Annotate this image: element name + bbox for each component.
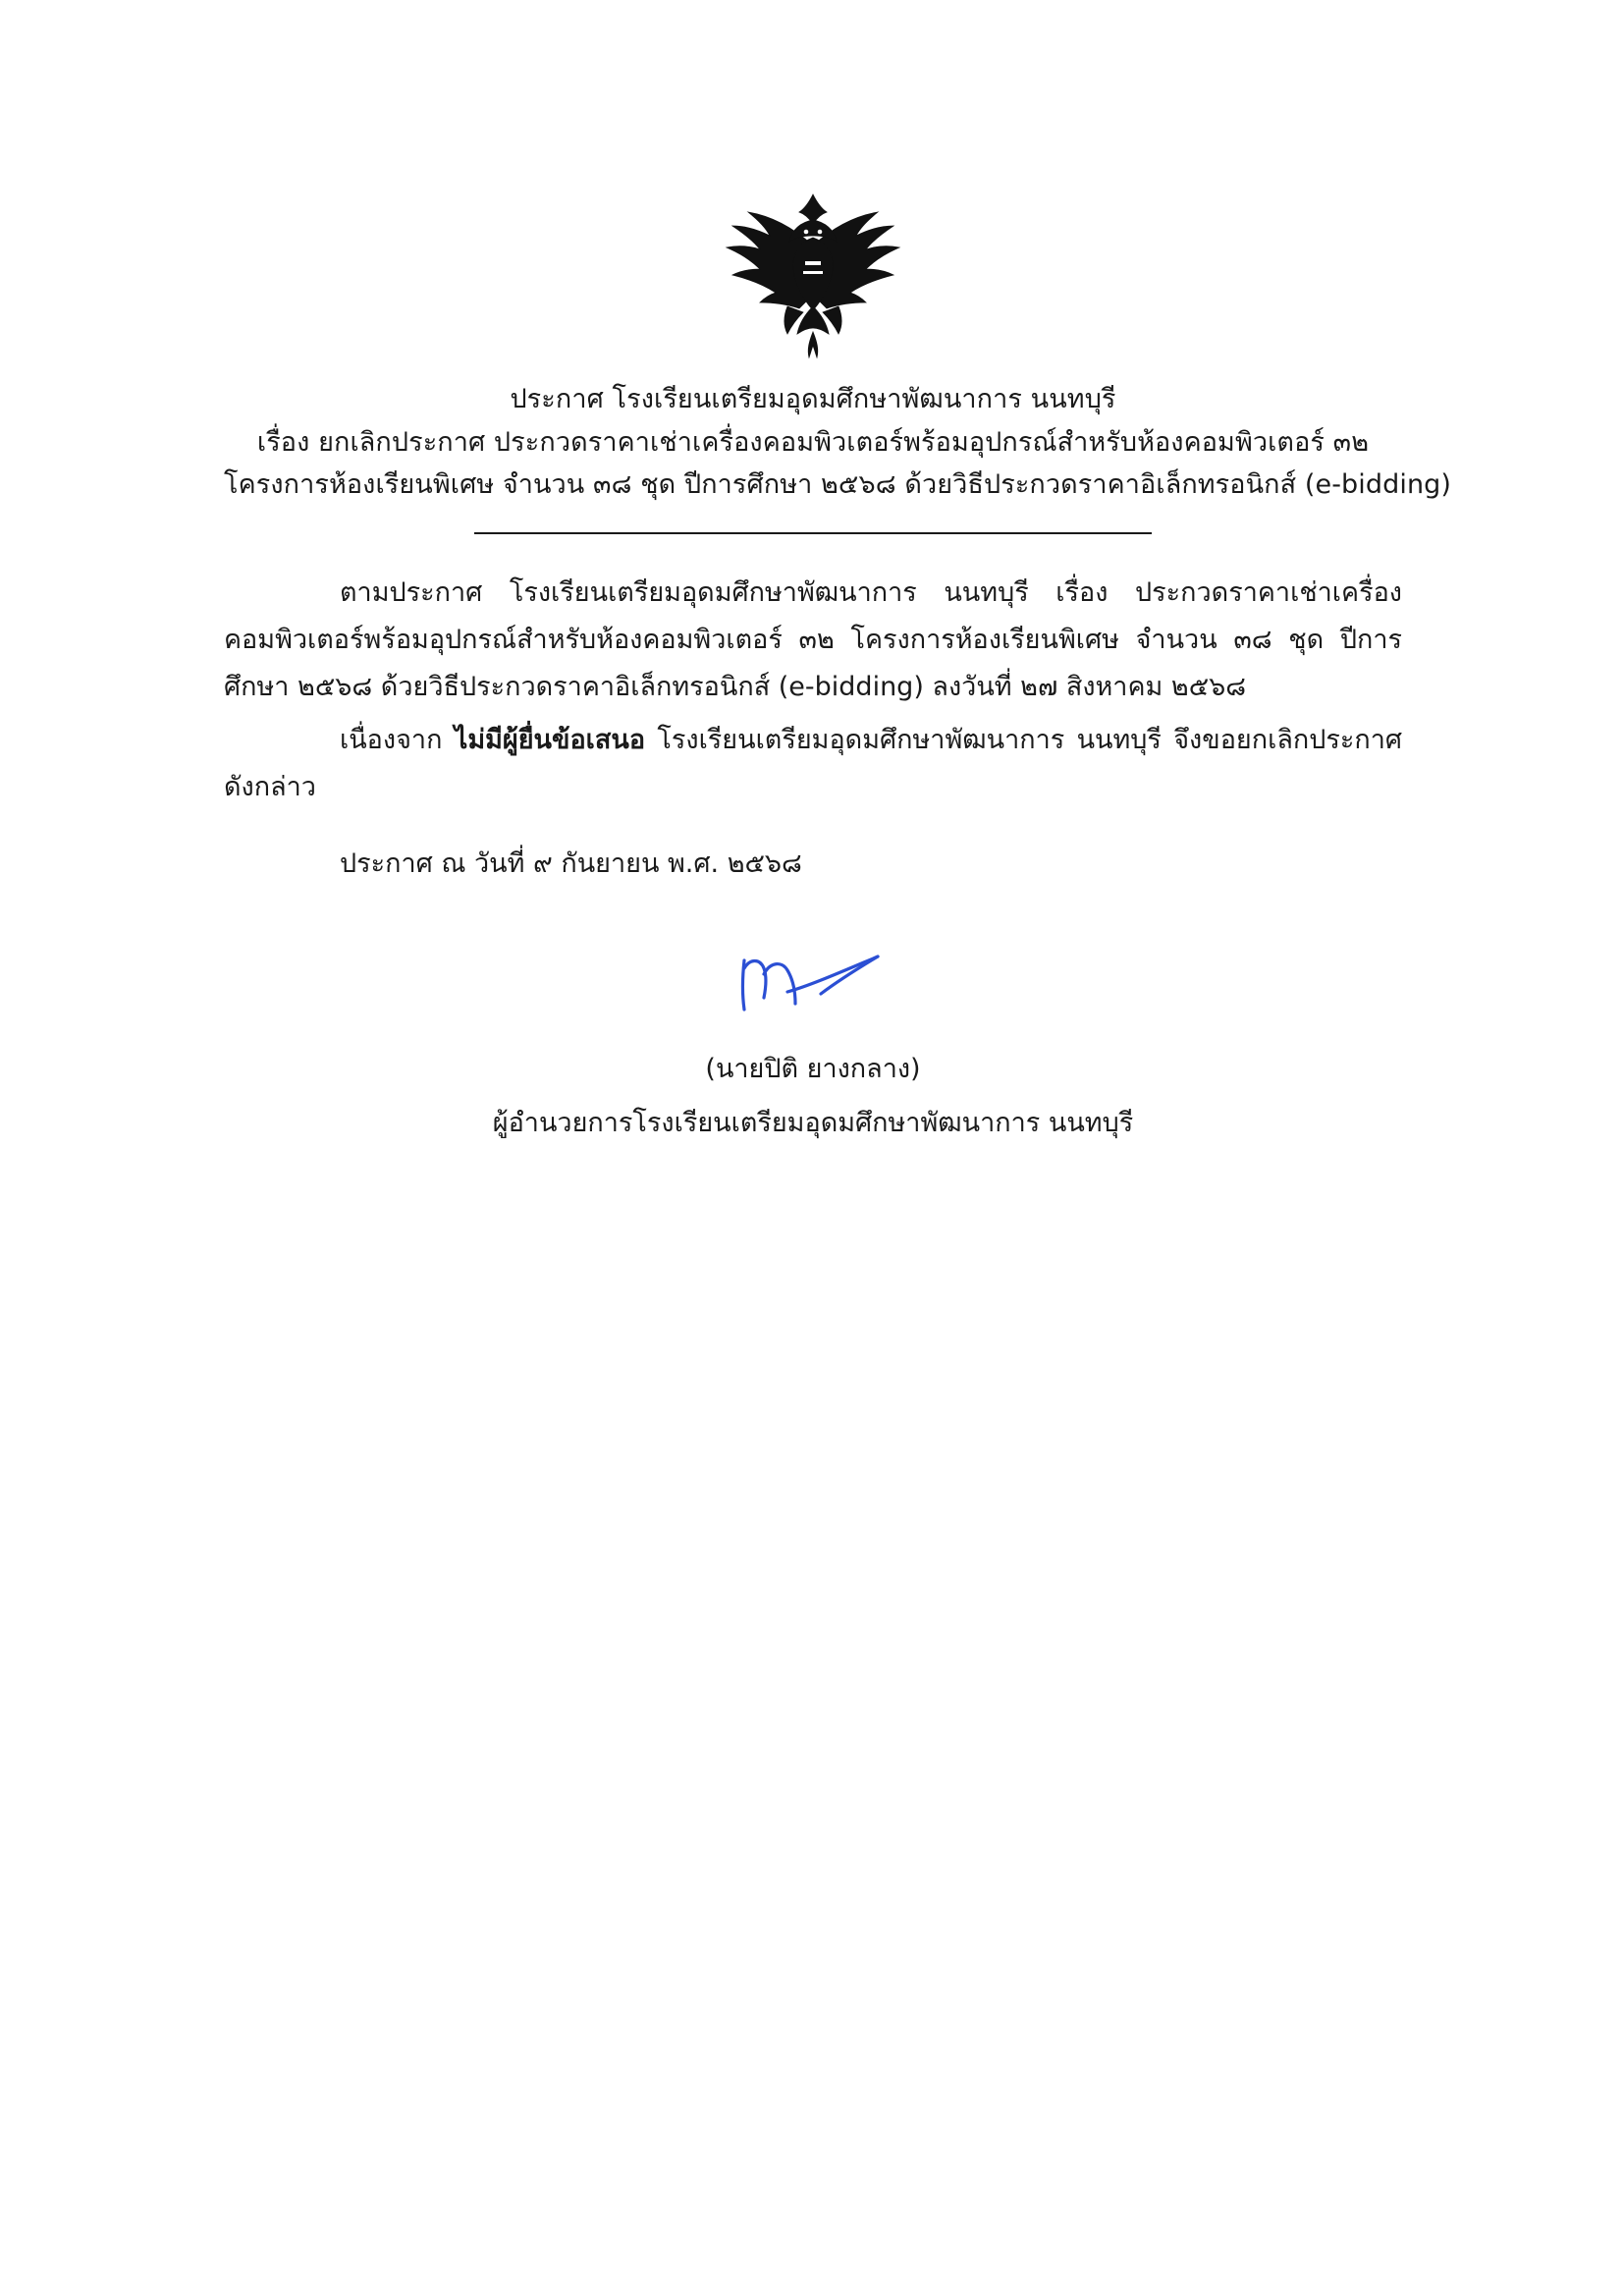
header-line-2: เรื่อง ยกเลิกประกาศ ประกวดราคาเช่าเครื่องคอมพิวเตอร์พร้อมอุปกรณ์สำหรับห้องคอมพิวเตอร์ ๓๒ (256, 426, 1370, 458)
emblem-container (224, 177, 1402, 378)
signature-block (224, 935, 1402, 1143)
document-header (224, 378, 1452, 507)
document-body (224, 570, 1402, 888)
paragraph-2-emphasis: ไม่มีผู้ยื่นข้อเสนอ (454, 725, 646, 756)
header-line-1: ประกาศ โรงเรียนเตรียมอุดมศึกษาพัฒนาการ นนทบุรี (510, 384, 1116, 414)
signer-name: (นายปิติ ยางกลาง) (705, 1054, 921, 1085)
garuda-emblem-icon (715, 177, 911, 373)
announcement-date: ประกาศ ณ วันที่ ๙ กันยายน พ.ศ. ๒๕๖๘ (340, 848, 802, 880)
paragraph-2-prefix: เนื่องจาก (340, 725, 455, 756)
signer-title: ผู้อำนวยการโรงเรียนเตรียมอุดมศึกษาพัฒนาการ นนทบุรี (492, 1108, 1134, 1139)
body-paragraph-2 (224, 717, 1402, 811)
document-content (224, 177, 1452, 1143)
paragraph-2-suffix: โรงเรียนเตรียมอุดมศึกษาพัฒนาการ นนทบุรี จึงขอยกเลิกประกาศดังกล่าว (224, 725, 1402, 803)
header-line-3: โครงการห้องเรียนพิเศษ จำนวน ๓๘ ชุด ปีการศึกษา ๒๕๖๘ ด้วยวิธีประกวดราคาอิเล็กทรอนิกส์ (e-bidding) (224, 469, 1452, 501)
body-paragraph-1: ตามประกาศ โรงเรียนเตรียมอุดมศึกษาพัฒนาการ นนทบุรี เรื่อง ประกวดราคาเช่าเครื่องคอมพิวเตอร์พร้อมอุปกรณ์สำหรับห้องคอมพิวเตอร์ ๓๒ โครงการห้องเรียนพิเศษ จำนวน ๓๘ ชุด ปีการศึกษา ๒๕๖๘ ด้วยวิธีประกวดราคาอิเล็กทรอนิกส์ (e-bidding) ลงวันที่ ๒๗ สิงหาคม ๒๕๖๘ (224, 577, 1402, 703)
handwritten-signature-icon (685, 935, 941, 1043)
header-divider (474, 532, 1152, 534)
